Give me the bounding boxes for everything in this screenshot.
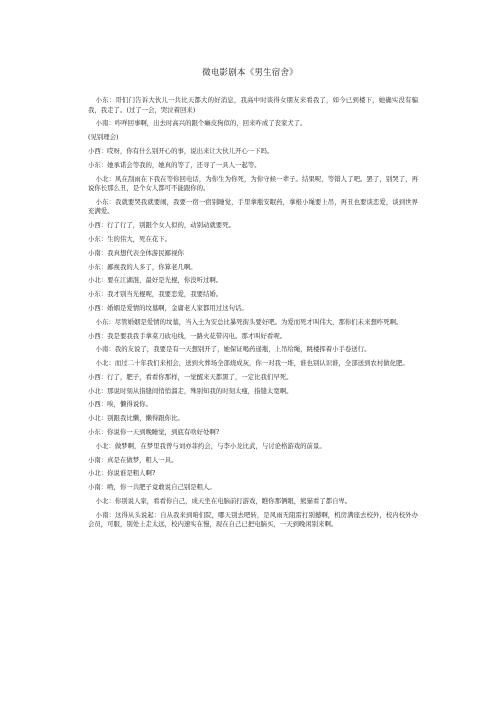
script-paragraph: 小西：行了行了，别跟个女人似的，动别动就要死。 xyxy=(88,221,235,230)
script-paragraph: 小西：行了，肥子，看看你那样，一觉醒来天都黑了，一定比我们早死。 xyxy=(88,372,293,381)
script-paragraph: 小北：别跟我比懒，懒得跟你比。 xyxy=(88,414,184,423)
script-paragraph: 小南：我的友说了，我要是有一天想别开了，她保证喝药递瓶，上吊给绳，跳楼挥着小手卷送行。 xyxy=(95,345,371,354)
script-paragraph: 小东：我才别当光棍呢，我要恋爱，我要结婚。 xyxy=(88,290,223,299)
script-paragraph: 小西：哎呀，你有什么别开心的事，说出来让大伙儿开心一下吗。 xyxy=(88,146,274,155)
script-paragraph: 小东：尽管婚姻是爱情的坟墓，当入土为安总比暴死街头要好吧。为爱而死才叫伟大，那你们未来想咋死啊。 xyxy=(95,317,403,326)
document-title: 微电影剧本《男生宿舍》 xyxy=(202,68,298,78)
script-paragraph: 小东：你说你一天到晚睡觉，到底有啥好处啊? xyxy=(88,427,220,436)
script-paragraph: 小北：你说谁是粗人啊? xyxy=(88,469,156,478)
script-paragraph: 小北：要在江湖混，最好是光棍，你没听过啊。 xyxy=(88,276,223,285)
script-paragraph: 小西：我是要我我手拿菜刀砍电线，一路火花带闪电。那才叫好看呢。 xyxy=(88,331,287,340)
script-paragraph: 小南：真是在做梦，粗人一具。 xyxy=(88,455,178,464)
script-paragraph: 小西：婚姻是爱情的坟墓啊，金庸老人家都用过这句话。 xyxy=(88,303,248,312)
script-paragraph: 小南：咋咩回事啊，出去时高兴的跟个癞皮狗似的，回来咋成了丧家犬了。 xyxy=(95,119,307,128)
script-paragraph: 小东：生的伟大，死在花下。 xyxy=(88,235,172,244)
script-paragraph: 小东：哥们门告诉大伙儿一共比天都大的好消息，我高中时谈得女朋友来看我了，如今已到楼下，她确实没有骗我，我走了。(过了一会，哭泣着回来) xyxy=(88,96,418,114)
script-paragraph: (见别理会) xyxy=(88,133,119,142)
script-paragraph: 小东：我就要哭我就要闹，我要一宿一宿别睡觉，手里拿瓶安眠药，拿根小绳要上吊，再丑也要谈恋爱，谈到世界充满爱。 xyxy=(88,197,418,216)
script-paragraph: 小西：唉，懒得说你。 xyxy=(88,400,152,409)
script-paragraph: 小南：哟，你一共肥子竟敢说自己别是粗人。 xyxy=(88,483,216,492)
script-paragraph: 小北：你别说人家，看看你自己，成天坐在电脑前打游戏，瞧你那俩眼，熊猫看了都自卑。 xyxy=(95,496,352,505)
script-paragraph: 小北：做梦啊，在梦里我曾与刘亦菲约会，与李小龙比武，与讨论格游戏的前景。 xyxy=(95,441,326,450)
script-paragraph: 小南：这得从头说起：自从我来到咱们院，哪天别去吧转，是风雨无阻雷打别撼啊，机房满座去校外，校内校外办会员，可服，别处上走太远，校内速实在慢，现在自己已把电脑买，一天到晚闲别来啊。 xyxy=(88,510,418,529)
script-paragraph: 小南：我真想代表全体游民鄙视你 xyxy=(88,248,184,257)
script-paragraph: 小北：那说时刻从指缝间悄悄溜走，殊别知我的时刻太瘦，指缝太宽啊。 xyxy=(88,386,293,395)
script-paragraph: 小东：鄙视我的人多了，你算老几啊。 xyxy=(88,262,197,271)
script-paragraph: 小东：她承诺会等我的，她真的等了，还寻了一具人一起等。 xyxy=(88,160,261,169)
script-paragraph: 小北：而过二十年我们来相会，送到火葬场全部烧成灰，你一对我一堆，谁也别认识谁，全部送到农村做化肥。 xyxy=(95,359,409,368)
document-body xyxy=(88,96,418,534)
script-paragraph: 小北：风在刮雨在下我在等你回电话，为你生为你死，为你守候一辈子。结果呢，等错人了吧。罢了，别哭了，再说你长那么丑，是个女人都可不能跟你的。 xyxy=(88,174,418,193)
